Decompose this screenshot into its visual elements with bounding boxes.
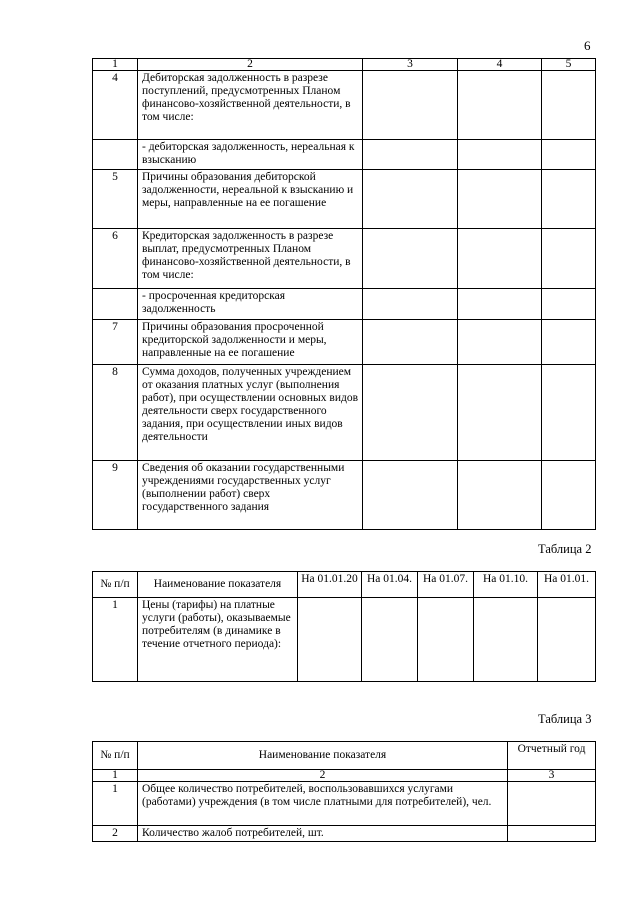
value-cell bbox=[542, 170, 596, 229]
table3-caption: Таблица 3 bbox=[538, 712, 592, 726]
row-number: 4 bbox=[93, 71, 138, 140]
header-cell: № п/п bbox=[93, 572, 138, 598]
value-cell bbox=[542, 365, 596, 461]
value-cell bbox=[542, 320, 596, 365]
table-row bbox=[93, 598, 596, 682]
header-cell: На 01.10. bbox=[474, 572, 538, 598]
table-row bbox=[93, 826, 596, 842]
value-cell bbox=[542, 229, 596, 289]
table-row bbox=[93, 170, 596, 229]
header-cell: Наименование показателя bbox=[138, 572, 298, 598]
row-text: Причины образования просроченной кредиторской задолженности и меры, направленные на ее погашение bbox=[138, 320, 363, 365]
row-number: 5 bbox=[93, 170, 138, 229]
value-cell bbox=[363, 170, 458, 229]
header-cell: На 01.01. bbox=[538, 572, 596, 598]
row-text: Количество жалоб потребителей, шт. bbox=[138, 826, 508, 842]
row-text: Кредиторская задолженность в разрезе выплат, предусмотренных Планом финансово-хозяйственной деятельности, в том числе: bbox=[138, 229, 363, 289]
header-cell: 4 bbox=[458, 59, 542, 71]
value-cell bbox=[458, 320, 542, 365]
header-cell: 3 bbox=[363, 59, 458, 71]
table-header-row bbox=[93, 59, 596, 71]
prices-table bbox=[92, 571, 596, 682]
value-cell bbox=[458, 71, 542, 140]
header-cell: 5 bbox=[542, 59, 596, 71]
row-text: - дебиторская задолженность, нереальная к взысканию bbox=[138, 140, 363, 170]
row-text: Сведения об оказании государственными учреждениями государственных услуг (выполнении работ) сверх государственного задания bbox=[138, 461, 363, 530]
value-cell bbox=[508, 826, 596, 842]
value-cell bbox=[458, 461, 542, 530]
row-text: Сумма доходов, полученных учреждением от оказания платных услуг (выполнения работ), при осуществлении основных видов деятельности сверх государственного задания, при осуществлении иных видов деятельности bbox=[138, 365, 363, 461]
row-number: 6 bbox=[93, 229, 138, 289]
value-cell bbox=[458, 170, 542, 229]
value-cell bbox=[363, 140, 458, 170]
value-cell bbox=[458, 365, 542, 461]
table-row bbox=[93, 71, 596, 140]
value-cell bbox=[474, 598, 538, 682]
header-cell: На 01.04. bbox=[362, 572, 418, 598]
table-header-row bbox=[93, 572, 596, 598]
value-cell bbox=[542, 71, 596, 140]
header-cell: На 01.07. bbox=[418, 572, 474, 598]
numbering-row bbox=[93, 770, 596, 782]
table-row bbox=[93, 365, 596, 461]
numbering-cell: 3 bbox=[508, 770, 596, 782]
table2-caption: Таблица 2 bbox=[538, 542, 592, 556]
row-number: 8 bbox=[93, 365, 138, 461]
table-row bbox=[93, 289, 596, 320]
value-cell bbox=[538, 598, 596, 682]
header-cell: № п/п bbox=[93, 742, 138, 770]
value-cell bbox=[362, 598, 418, 682]
value-cell bbox=[458, 289, 542, 320]
value-cell bbox=[363, 289, 458, 320]
row-number: 9 bbox=[93, 461, 138, 530]
value-cell bbox=[363, 320, 458, 365]
row-text: Причины образования дебиторской задолженности, нереальной к взысканию и меры, направленные на ее погашение bbox=[138, 170, 363, 229]
value-cell bbox=[418, 598, 474, 682]
row-number bbox=[93, 140, 138, 170]
row-text: - просроченная кредиторская задолженность bbox=[138, 289, 363, 320]
value-cell bbox=[458, 229, 542, 289]
table-header-row bbox=[93, 742, 596, 770]
row-number bbox=[93, 289, 138, 320]
value-cell bbox=[458, 140, 542, 170]
table-row bbox=[93, 461, 596, 530]
row-number: 7 bbox=[93, 320, 138, 365]
value-cell bbox=[363, 365, 458, 461]
value-cell bbox=[298, 598, 362, 682]
header-cell: Отчетный год bbox=[508, 742, 596, 770]
row-text: Дебиторская задолженность в разрезе поступлений, предусмотренных Планом финансово-хозяйственной деятельности, в том числе: bbox=[138, 71, 363, 140]
numbering-cell: 1 bbox=[93, 770, 138, 782]
row-number: 1 bbox=[93, 598, 138, 682]
table-row bbox=[93, 229, 596, 289]
numbering-cell: 2 bbox=[138, 770, 508, 782]
row-text: Цены (тарифы) на платные услуги (работы), оказываемые потребителям (в динамике в течение отчетного периода): bbox=[138, 598, 298, 682]
value-cell bbox=[542, 140, 596, 170]
value-cell bbox=[363, 71, 458, 140]
page-number: 6 bbox=[584, 38, 591, 53]
header-cell: 2 bbox=[138, 59, 363, 71]
table-row bbox=[93, 320, 596, 365]
table-row bbox=[93, 140, 596, 170]
value-cell bbox=[542, 289, 596, 320]
indicators-table-continued bbox=[92, 58, 596, 530]
value-cell bbox=[363, 461, 458, 530]
value-cell bbox=[542, 461, 596, 530]
value-cell bbox=[508, 782, 596, 826]
consumers-table bbox=[92, 741, 596, 842]
row-number: 1 bbox=[93, 782, 138, 826]
header-cell: 1 bbox=[93, 59, 138, 71]
row-text: Общее количество потребителей, воспользовавшихся услугами (работами) учреждения (в том числе платными для потребителей), чел. bbox=[138, 782, 508, 826]
header-cell: Наименование показателя bbox=[138, 742, 508, 770]
table-row bbox=[93, 782, 596, 826]
value-cell bbox=[363, 229, 458, 289]
header-cell: На 01.01.20 bbox=[298, 572, 362, 598]
row-number: 2 bbox=[93, 826, 138, 842]
